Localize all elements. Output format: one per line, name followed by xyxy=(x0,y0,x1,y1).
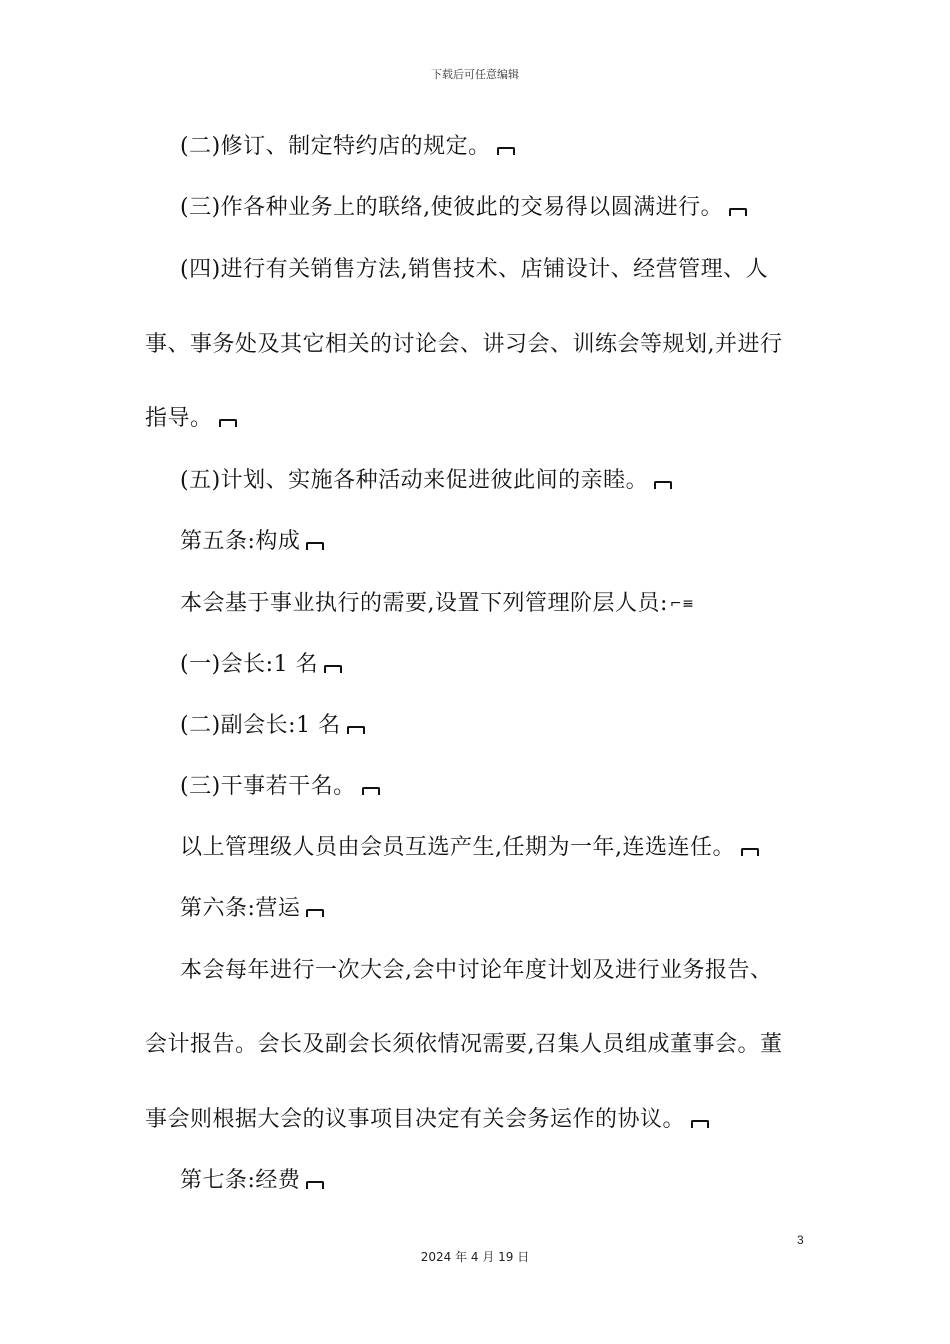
paragraph-mark-icon xyxy=(729,208,747,216)
list-item xyxy=(180,650,342,680)
paragraph-mark-icon xyxy=(497,147,515,155)
paragraph-mark-icon xyxy=(306,909,324,917)
footer-date: 2024 年 4 月 19 日 xyxy=(420,1250,530,1264)
paragraph-line xyxy=(145,1105,709,1135)
paragraph-mark-icon xyxy=(654,481,672,489)
paragraph-mark-icon xyxy=(347,726,365,734)
line-text: 第七条:经费 xyxy=(180,1168,301,1193)
paragraph-line xyxy=(180,132,515,162)
page-header: 下载后可任意编辑 xyxy=(431,68,519,81)
line-text: 第五条:构成 xyxy=(180,529,301,554)
line-text: 事、事务处及其它相关的讨论会、讲习会、训练会等规划,并进行 xyxy=(145,332,783,357)
line-text: (一)会长:1 名 xyxy=(180,652,319,677)
paragraph-mark-icon xyxy=(324,665,342,673)
paragraph-mark-icon xyxy=(306,542,324,550)
paragraph-line xyxy=(145,330,783,360)
paragraph-line xyxy=(180,833,759,863)
line-text: (三)作各种业务上的联络,使彼此的交易得以圆满进行。 xyxy=(180,195,724,220)
section-heading xyxy=(180,894,324,924)
paragraph-mark-icon xyxy=(741,848,759,856)
section-heading xyxy=(180,1166,324,1196)
paragraph-line xyxy=(180,466,672,496)
paragraph-mark-icon xyxy=(362,787,380,795)
line-text: (五)计划、实施各种活动来促进彼此间的亲睦。 xyxy=(180,468,649,493)
paragraph-line xyxy=(180,956,773,986)
line-text: 第六条:营运 xyxy=(180,896,301,921)
line-text: 以上管理级人员由会员互选产生,任期为一年,连选连任。 xyxy=(180,835,735,860)
paragraph-line xyxy=(145,1030,783,1060)
paragraph-mark-icon xyxy=(691,1120,709,1128)
line-text: (二)副会长:1 名 xyxy=(180,713,341,738)
line-text: (四)进行有关销售方法,销售技术、店铺设计、经营管理、人 xyxy=(180,257,769,282)
paragraph-line xyxy=(180,255,768,285)
line-text: 本会基于事业执行的需要,设置下列管理阶层人员: xyxy=(180,591,668,616)
paragraph-line xyxy=(145,404,237,434)
line-break-mark-icon: ⌐≡ xyxy=(669,596,695,612)
page-number: 3 xyxy=(797,1233,804,1247)
section-heading xyxy=(180,527,324,557)
paragraph-mark-icon xyxy=(219,419,237,427)
line-text: 本会每年进行一次大会,会中讨论年度计划及进行业务报告、 xyxy=(180,958,773,983)
line-text: 事会则根据大会的议事项目决定有关会务运作的协议。 xyxy=(145,1107,686,1132)
line-text: 会计报告。会长及副会长须依情况需要,召集人员组成董事会。董 xyxy=(145,1032,783,1057)
paragraph-line xyxy=(180,589,694,619)
line-text: 指导。 xyxy=(145,406,213,431)
list-item xyxy=(180,711,365,741)
paragraph-line xyxy=(180,193,747,223)
line-text: (三)干事若干名。 xyxy=(180,774,356,799)
paragraph-mark-icon xyxy=(306,1181,324,1189)
line-text: (二)修订、制定特约店的规定。 xyxy=(180,134,491,159)
list-item xyxy=(180,772,380,802)
